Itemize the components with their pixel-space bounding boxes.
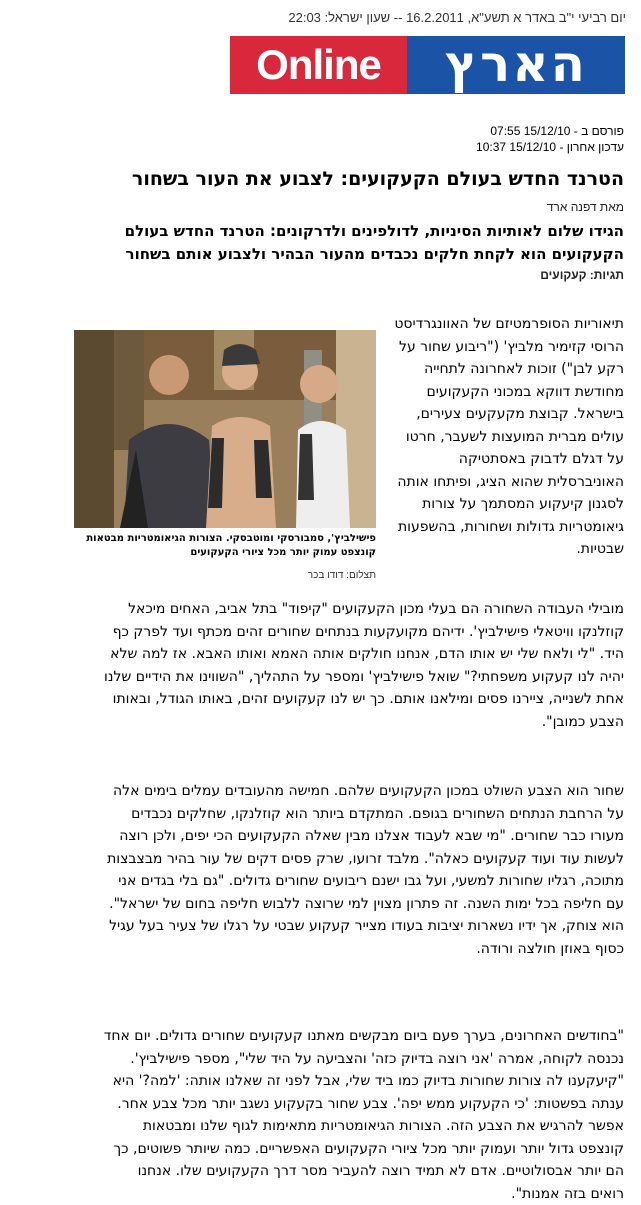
article-paragraph-4: "בחודשים האחרונים, בערך פעם ביום מבקשים מאתנו קעקועים שחורים גדולים. יום אחד נכנסה לקוחה, אמרה 'אני רוצה בדיוק כזה' והצביעה על היד שלי", מספר פישילביץ'. "קיעקענו לה צורות שחורות בדיוק כמו ביד שלי, אבל לפני זה שאלנו אותה: 'למה?' היא ענתה בפשטות: 'כי הקעקוע ממש יפה'. צבע שחור בקעקוע נשגב יותר מכל צבע אחר. אפשר להרגיש את הצבע הזה. הצורות הגיאומטריות מתאימות לגוף שלנו ומבטאות קונצפט גדול יותר ועמוק יותר מכל ציורי הקעקועים האפשריים. כמה שיותר פשוטים, כך הם יותר אבסולוטיים. אדם לא תמיד רוצה להעביר מסר דרך הקעקועים שלו. אנחנו רואים בזה אמנות". <box>103 1028 624 1202</box>
photo-credit: תצלום: דודו בכר <box>307 570 376 581</box>
article-lead: הגידו שלום לאותיות הסיניות, לדולפינים ולדרקונים: הטרנד החדש בעולם הקעקועים הוא לקחת חלקים נכבדים מהעור הבהיר ולצבוע אותם בשחור <box>124 222 624 263</box>
article-paragraph-1: תיאוריות הסופרמטיזם של האוונגרדיסט הרוסי קזימיר מלביץ' ("ריבוע שחור על רקע לבן") זוכות לאחרונה לתחייה מחודשת דווקא במכוני הקעקועים בישראל. קבוצת מקעקעים צעירים, עולים מברית המועצות לשעבר, חרטו על דגלם לדבוק באסתטיקה האוניברסלית שהוא הציג, ופיתחו אותה לסגנון קיעקוע המסתמך על צורות גיאומטריות גדולות ושחורות, בהשפעות שבטיות. <box>394 316 624 557</box>
photo-caption: פישילביץ', סמבורסקי ומוטבסקי. הצורות הגיאומטריות מבטאות קונצפט עמוק יותר מכל ציורי הקעקועים <box>86 533 376 558</box>
article-title: הטרנד החדש בעולם הקעקועים: לצבוע את העור בשחור <box>131 168 624 190</box>
site-banner[interactable] <box>230 36 625 94</box>
dateline: יום רביעי י"ב באדר א תשע"א, 16.2.2011 -- שעון ישראל: 22:03 <box>288 10 626 25</box>
article-paragraph-2: מובילי העבודה השחורה הם בעלי מכון הקעקועים "קיפוד" בתל אביב, האחים מיכאל קוזלנקו וויטאלי פישילביץ'. ידיהם מקועקעות בנתחים שחורים זהים מכתף ועד לפרק כף היד. "לי ולאח שלי יש אותו הדם, אנחנו חולקים אותה האמא ואותו האבא. אז למה שלא יהיה לנו קעקוע משפחתי?" שואל פישילביץ' ומספר על התהליך, "השווינו את הידיים שלנו אחת לשנייה, ציירנו פסים ומילאנו אותם. כך יש לנו קעקועים זהים, באותו הגודל, ובאותו הצבע כמובן". <box>104 601 624 730</box>
article-paragraph-3: שחור הוא הצבע השולט במכון הקעקועים שלהם. חמישה מהעובדים עמלים בימים אלה על הרחבת הנתחים השחורים בגופם. המתקדם ביותר הוא קוזלנקו, שחלקים נכבדים מעורו כבר שחורים. "מי שבא לעבוד אצלנו מבין שאלה הקעקועים הכי יפים, ולכן רוצה לעשות עוד ועוד קעקועים כאלה". מלבד זרועו, שרק פסים דקים של עור בהיר מבצבצות מתוכה, רגליו שחורות למשעי, ועל גבו ישנם ריבועים שחורים גדולים. "גם בלי בגדים אני עם חליפה בכל ימות השנה. זה פתרון מצוין למי שרוצה ללבוש חליפה בחום של ישראל". הוא צוחק, אך ידיו נשארות יציבות בעודו מצייר קעקוע שבטי על רגלו של צעיר בעל עגיל כסוף באוזן חולצה ורודה. <box>107 783 624 957</box>
article-author: מאת דפנה ארד <box>546 200 624 214</box>
article-tags[interactable]: תגיות: קעקועים <box>540 268 624 282</box>
published-date: פורסם ב - 15/12/10 07:55 <box>490 124 624 138</box>
updated-date: עדכון אחרון - 15/12/10 10:37 <box>476 140 624 154</box>
logo-haaretz: הארץ <box>445 35 587 93</box>
article-photo <box>74 330 376 528</box>
logo-online: Online <box>230 36 407 94</box>
